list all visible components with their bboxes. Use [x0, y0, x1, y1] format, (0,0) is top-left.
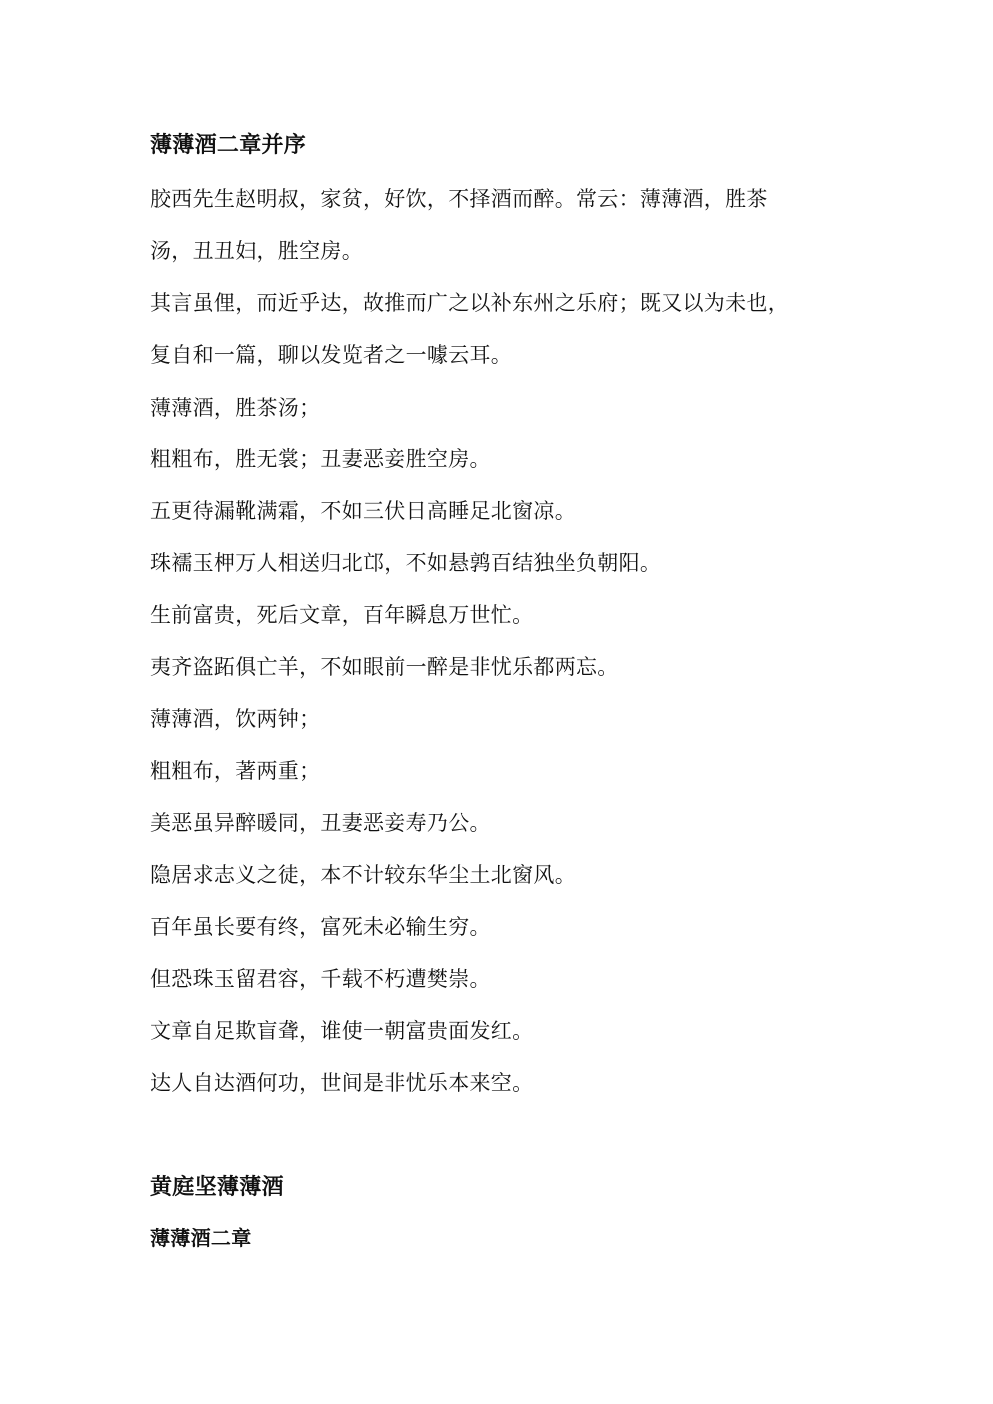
preface-line: 其言虽俚，而近乎达，故推而广之以补东州之乐府；既又以为未也，: [150, 291, 789, 315]
poem-line: 生前富贵，死后文章，百年瞬息万世忙。: [150, 603, 534, 627]
poem-line: 文章自足欺盲聋，谁使一朝富贵面发红。: [150, 1019, 534, 1043]
poem-line: 珠襦玉柙万人相送归北邙，不如悬鹑百结独坐负朝阳。: [150, 551, 662, 575]
poem-line: 粗粗布，著两重；: [150, 759, 321, 783]
poem-line: 粗粗布，胜无裳；丑妻恶妾胜空房。: [150, 447, 491, 471]
poem-line: 薄薄酒，饮两钟；: [150, 707, 321, 731]
document-title: 薄薄酒二章并序: [150, 132, 307, 158]
section-subtitle: 薄薄酒二章: [150, 1226, 252, 1250]
poem-line: 达人自达酒何功，世间是非忧乐本来空。: [150, 1071, 534, 1095]
poem-line: 夷齐盗跖俱亡羊，不如眼前一醉是非忧乐都两忘。: [150, 655, 619, 679]
poem-line: 百年虽长要有终，富死未必输生穷。: [150, 915, 491, 939]
poem-line: 薄薄酒，胜茶汤；: [150, 396, 321, 420]
preface-line: 汤，丑丑妇，胜空房。: [150, 239, 363, 263]
section-title: 黄庭坚薄薄酒: [150, 1174, 284, 1200]
preface-line: 胶西先生赵明叔，家贫，好饮，不择酒而醉。常云：薄薄酒，胜茶: [150, 187, 768, 211]
poem-line: 但恐珠玉留君容，千载不朽遭樊崇。: [150, 967, 491, 991]
poem-line: 美恶虽异醉暖同，丑妻恶妾寿乃公。: [150, 811, 491, 835]
preface-line: 复自和一篇，聊以发览者之一噱云耳。: [150, 343, 513, 367]
poem-line: 五更待漏靴满霜，不如三伏日高睡足北窗凉。: [150, 499, 576, 523]
poem-line: 隐居求志义之徒，本不计较东华尘土北窗风。: [150, 863, 576, 887]
